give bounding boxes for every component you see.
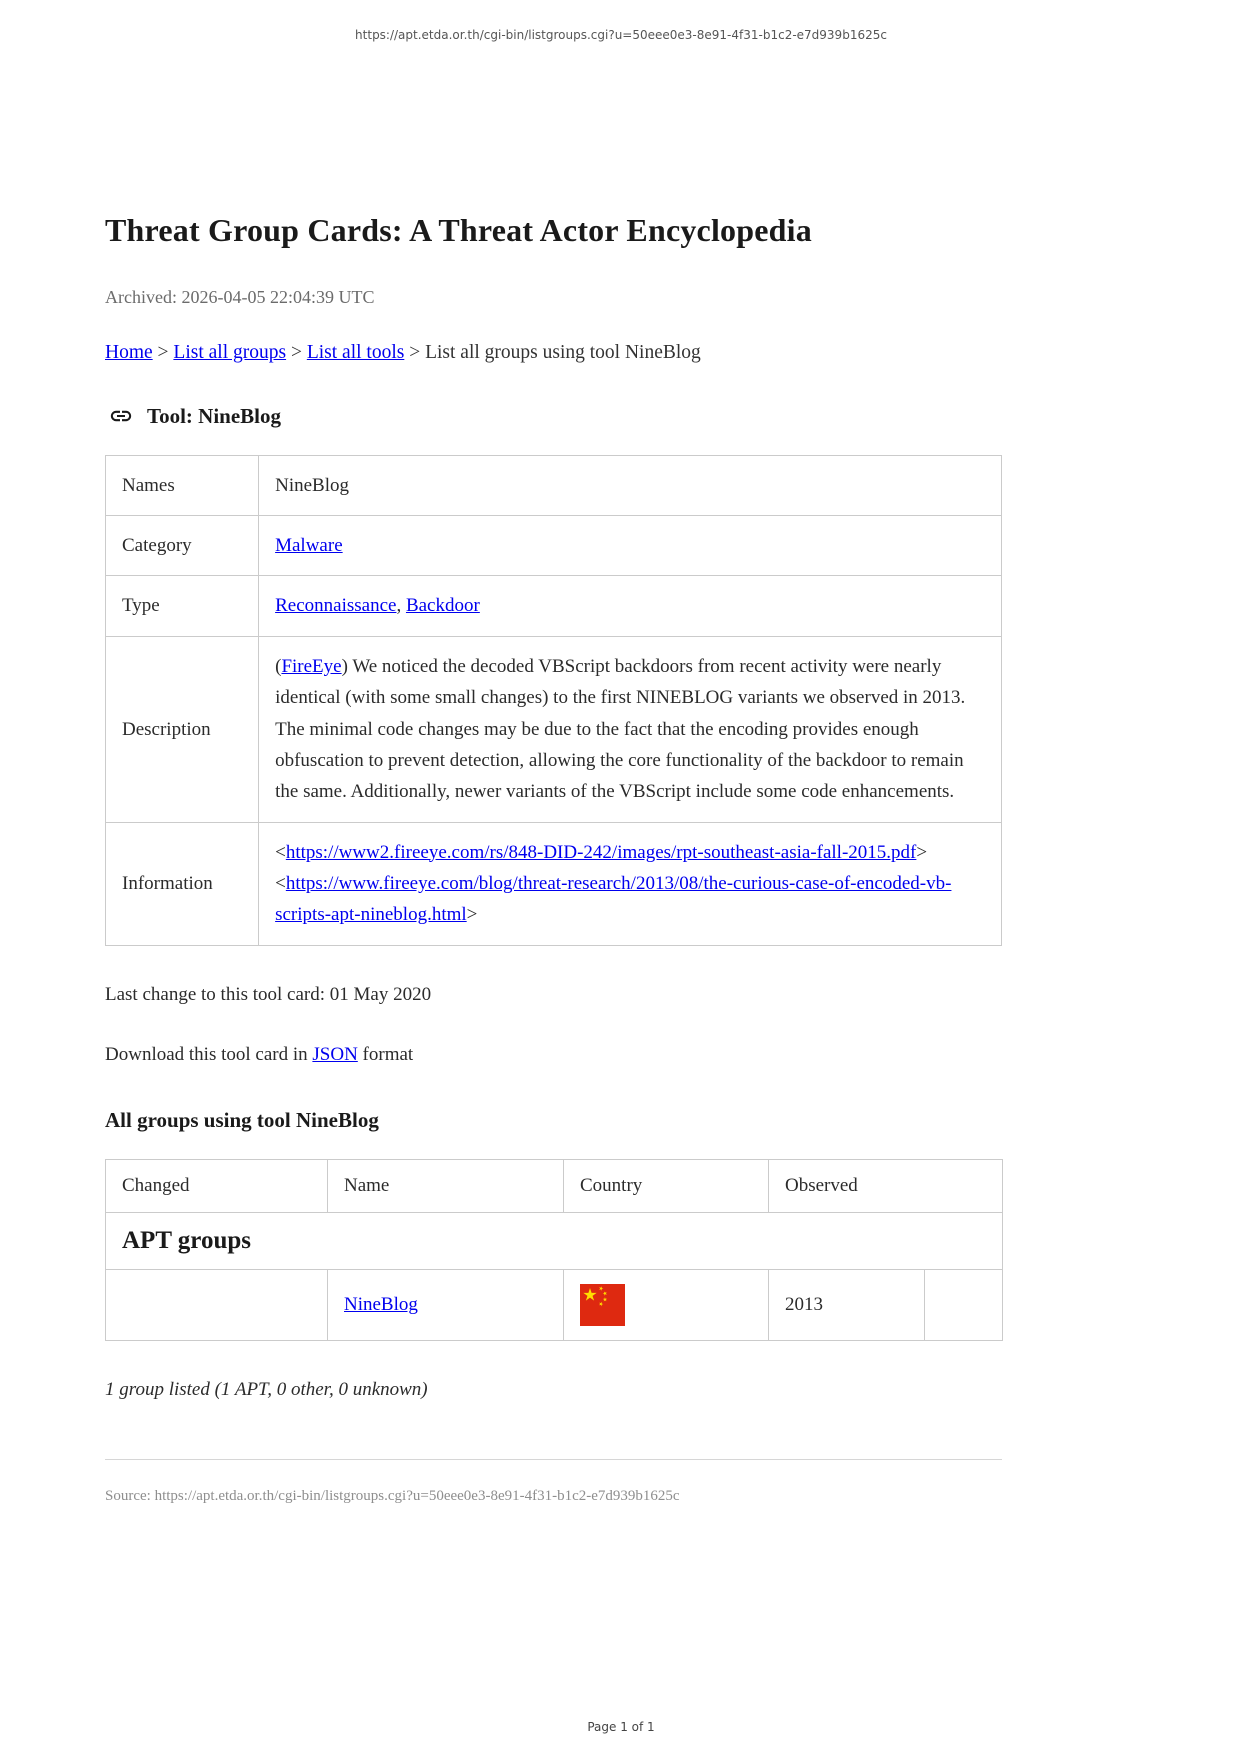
category-malware-link[interactable]: Malware: [275, 535, 343, 557]
breadcrumb-list-all-groups-link[interactable]: List all groups: [173, 341, 287, 363]
print-header-url: https://apt.etda.or.th/cgi-bin/listgroups.cgi?u=50eee0e3-8e91-4f31-b1c2-e7d939b1625c: [355, 28, 887, 42]
type-reconnaissance-link[interactable]: Reconnaissance: [275, 595, 397, 617]
source-url: Source: https://apt.etda.or.th/cgi-bin/listgroups.cgi?u=50eee0e3-8e91-4f31-b1c2-e7d939b1625c: [105, 1487, 680, 1504]
type-value: [259, 576, 1002, 636]
tool-card-table: [105, 455, 1002, 946]
description-label: Description: [106, 636, 259, 822]
groups-table: [105, 1159, 1003, 1341]
country-cell: [564, 1269, 769, 1340]
last-change-text: Last change to this tool card: 01 May 2020: [105, 983, 432, 1005]
table-row: [106, 1269, 1003, 1340]
groups-header-row: [106, 1159, 1003, 1212]
download-prefix: Download this tool card in: [105, 1043, 313, 1065]
breadcrumb: [105, 342, 1002, 364]
column-header-name: Name: [328, 1159, 564, 1212]
table-row: [106, 636, 1002, 822]
column-header-observed: Observed: [769, 1159, 1003, 1212]
empty-cell: [925, 1269, 1003, 1340]
download-line: [105, 1044, 1002, 1066]
divider: [105, 1459, 1002, 1460]
column-header-changed: Changed: [106, 1159, 328, 1212]
information-label: Information: [106, 822, 259, 945]
category-label: Category: [106, 516, 259, 576]
tool-heading-label: Tool: NineBlog: [147, 403, 281, 428]
breadcrumb-separator: >: [290, 341, 302, 363]
nineblog-group-link[interactable]: NineBlog: [344, 1293, 418, 1315]
table-row: [106, 822, 1002, 945]
main-content: [105, 0, 1002, 1505]
type-label: Type: [106, 576, 259, 636]
download-json-link[interactable]: JSON: [312, 1043, 358, 1065]
category-value: [259, 516, 1002, 576]
angle-bracket: >: [916, 841, 928, 863]
apt-groups-section-cell: [106, 1212, 1003, 1269]
description-text: ) We noticed the decoded VBScript backdoors from recent activity were nearly identical (with some small changes) to the first NINEBLOG variants we observed in 2013. The minimal code changes may be due to the fact that the encoding provides enough obfuscation to prevent detection, allowing the core functionality of the backdoor to remain the same. Additionally, newer variants of the VBScript include some code enhancements.: [275, 655, 966, 803]
tool-heading: [105, 404, 1002, 429]
names-label: Names: [106, 455, 259, 515]
name-cell: [328, 1269, 564, 1340]
changed-cell: [106, 1269, 328, 1340]
information-value: [259, 822, 1002, 945]
page-title: Threat Group Cards: A Threat Actor Encyclopedia: [105, 212, 812, 248]
page-number: Page 1 of 1: [587, 1720, 655, 1734]
breadcrumb-separator: >: [409, 341, 421, 363]
breadcrumb-list-all-tools-link[interactable]: List all tools: [306, 341, 405, 363]
breadcrumb-current: List all groups using tool NineBlog: [425, 341, 701, 363]
archived-timestamp: Archived: 2026-04-05 22:04:39 UTC: [105, 286, 375, 307]
groups-summary: 1 group listed (1 APT, 0 other, 0 unknown): [105, 1378, 428, 1400]
table-row: [106, 576, 1002, 636]
china-flag-icon: [580, 1284, 625, 1326]
observed-cell: 2013: [769, 1269, 925, 1340]
fireeye-report-link[interactable]: https://www2.fireeye.com/rs/848-DID-242/images/rpt-southeast-asia-fall-2015.pdf: [285, 841, 917, 863]
download-suffix: format: [357, 1043, 414, 1065]
apt-groups-section-title: APT groups: [122, 1226, 251, 1254]
fireeye-blog-link[interactable]: https://www.fireeye.com/blog/threat-research/2013/08/the-curious-case-of-encoded-vb-scripts-apt-nineblog.html: [275, 872, 952, 926]
angle-bracket: >: [466, 904, 478, 926]
breadcrumb-separator: >: [157, 341, 169, 363]
names-value: NineBlog: [259, 455, 1002, 515]
description-value: [259, 636, 1002, 822]
description-open-paren: (: [275, 655, 282, 677]
information-link-line: [275, 868, 985, 931]
type-separator: ,: [396, 595, 406, 617]
fireeye-link[interactable]: FireEye: [281, 655, 342, 677]
information-link-line: [275, 837, 985, 868]
link-icon: [105, 404, 137, 428]
breadcrumb-home-link[interactable]: Home: [105, 341, 153, 363]
groups-heading: All groups using tool NineBlog: [105, 1107, 379, 1132]
angle-bracket: <: [275, 872, 286, 894]
type-backdoor-link[interactable]: Backdoor: [405, 595, 480, 617]
table-row: [106, 516, 1002, 576]
section-row: [106, 1212, 1003, 1269]
angle-bracket: <: [275, 841, 286, 863]
column-header-country: Country: [564, 1159, 769, 1212]
table-row: [106, 455, 1002, 515]
